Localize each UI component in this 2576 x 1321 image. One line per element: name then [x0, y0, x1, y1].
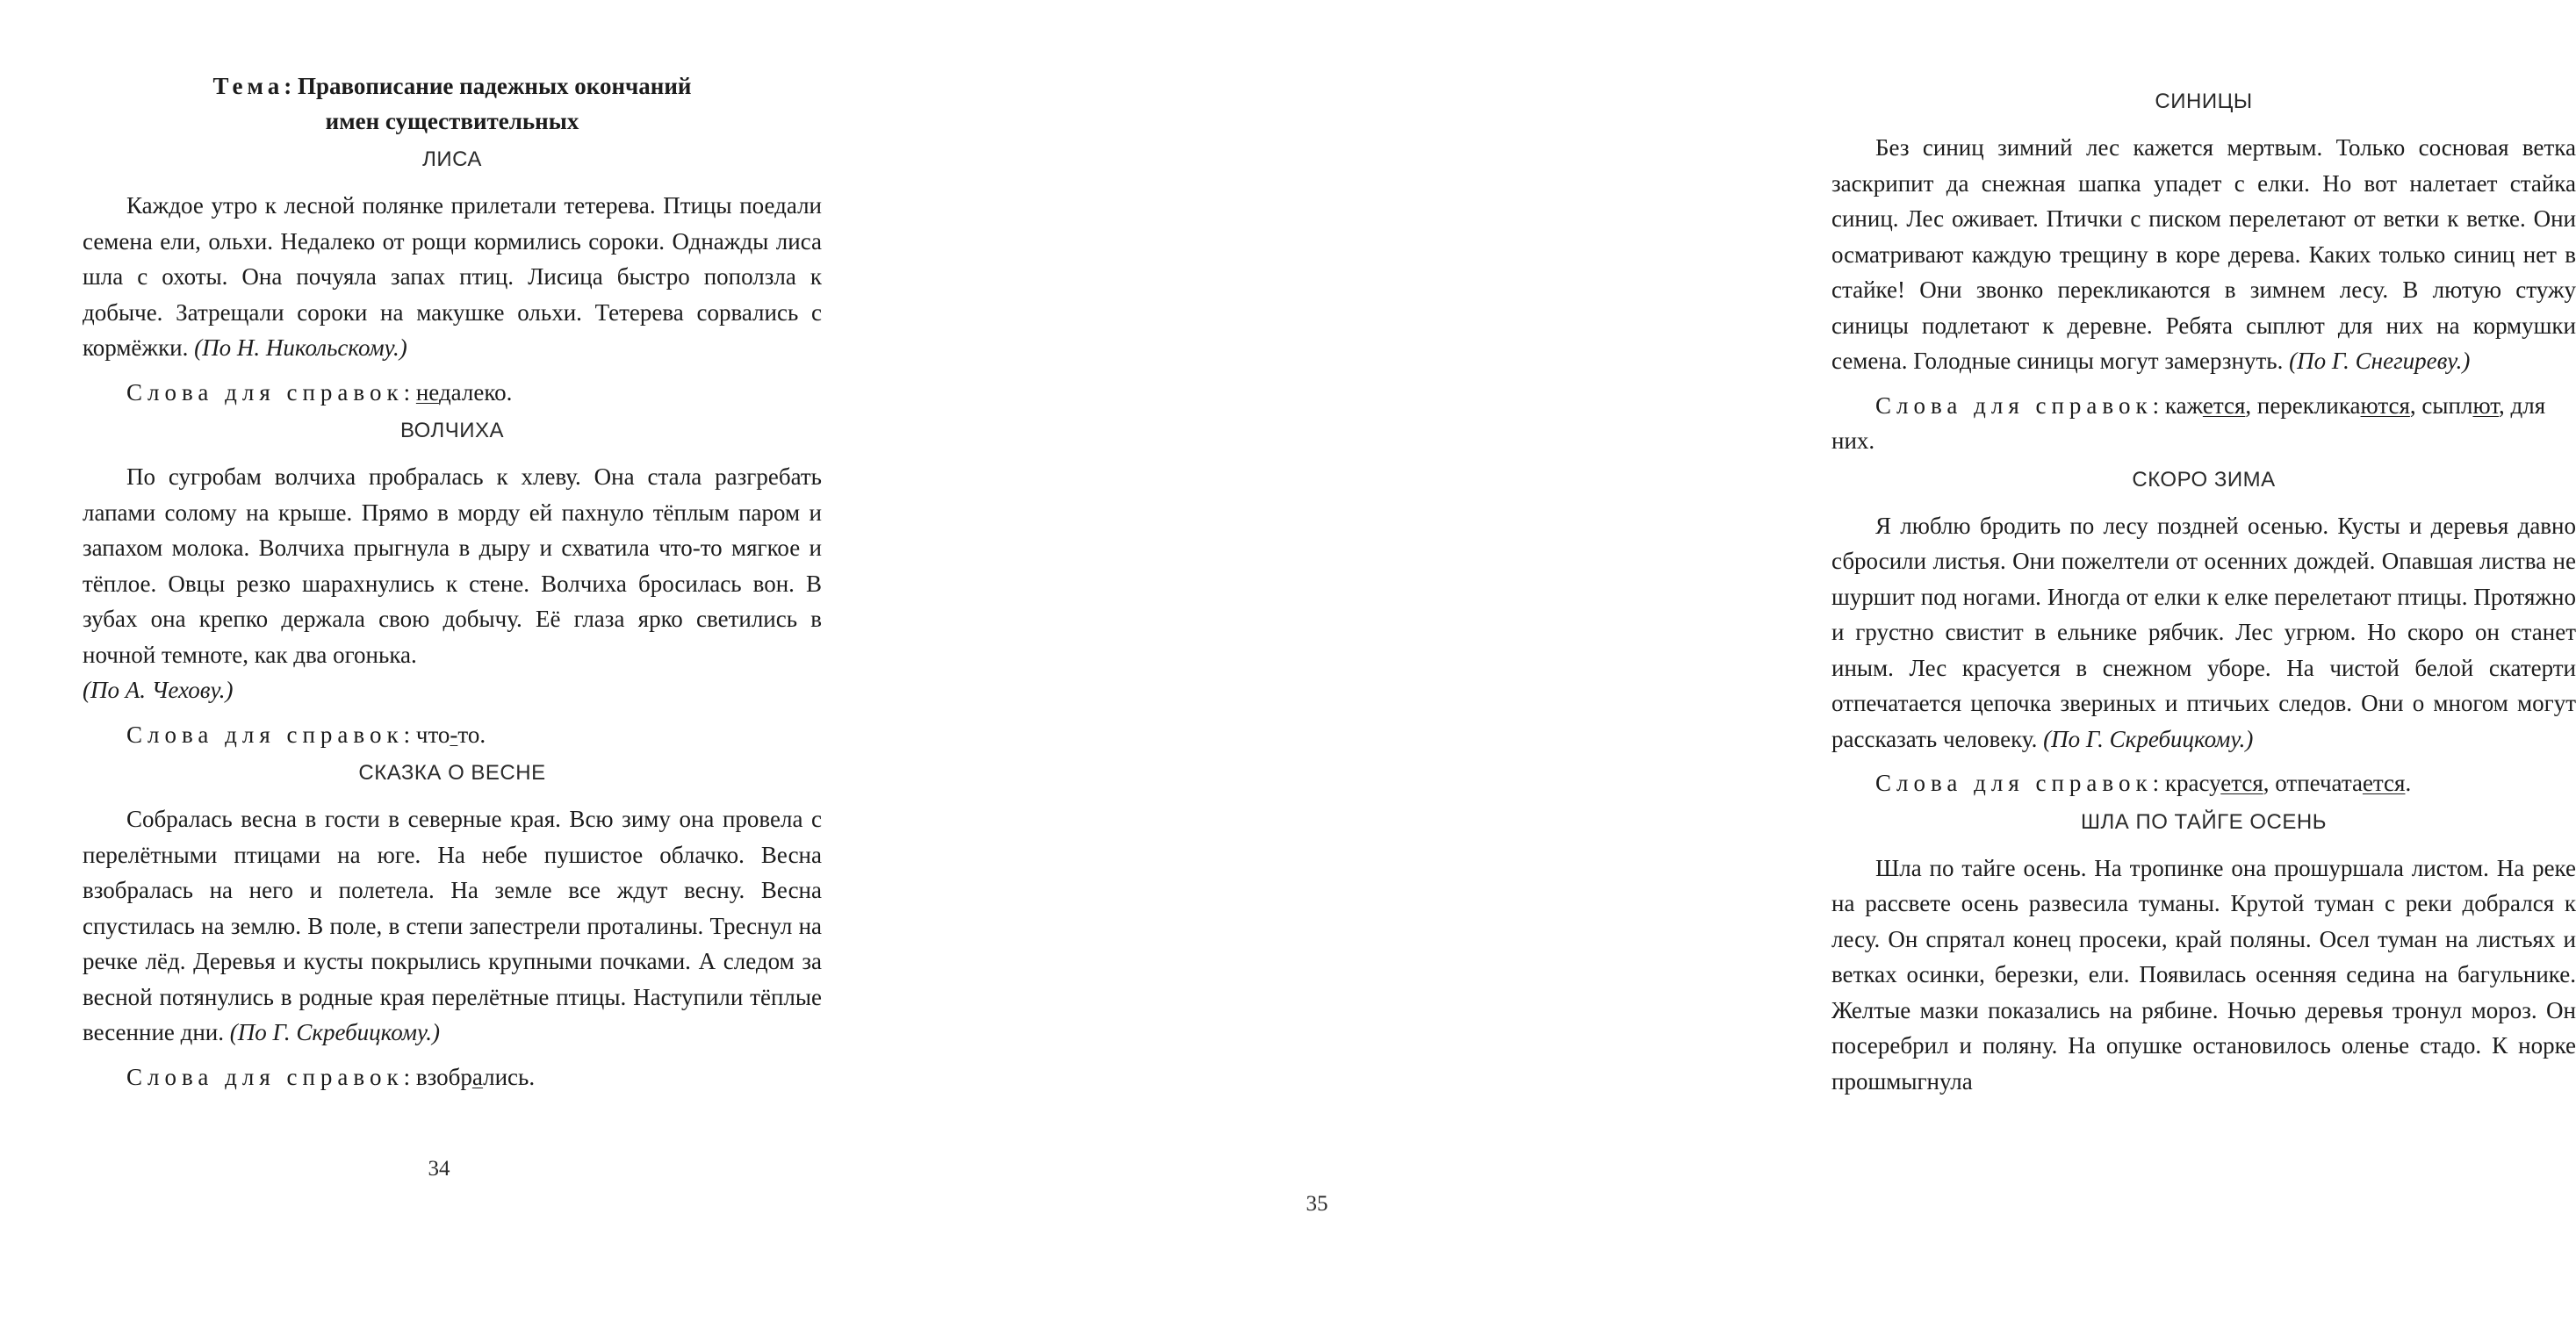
story-text-sinitsy [1831, 130, 2576, 379]
reference-part: лись. [483, 1063, 536, 1090]
story-body: По сугробам волчиха пробралась к хлеву. Она стала разгребать лапами солому на крыше. Прямо в морду ей пахнуло тёплым паром и запахом молока. Волчиха прыгнула в дыру и схватила что-то мягкое и тёплое. Овцы резко шарахнулись к стене. Волчиха бросилась вон. В зубах она крепко держала свою добычу. Её глаза ярко светились в ночной темноте, как два огонька. [83, 463, 822, 668]
reference-label: Слова для справок [1875, 770, 2153, 796]
story-text-volchikha [83, 459, 822, 708]
story-body: Я люблю бродить по лесу поздней осенью. Кусты и деревья давно сбросили листья. Они пожелтели от осенних дождей. Опавшая листва не шуршит под ногами. Иногда от елки к елке перелетают птицы. Протяжно и грустно свистит в ельнике рябчик. Лес угрюм. Но скоро он станет иным. Лес красуется в снежном уборе. На чистой белой скатерти отпечатается цепочка звериных и птичьих следов. Они о многом могут рассказать человеку. [1831, 512, 2576, 752]
story-title-sinitsy: СИНИЦЫ [2155, 90, 2253, 113]
reference-words-sinitsy [1831, 388, 2576, 459]
reference-part [410, 379, 416, 406]
reference-words-skoro-zima [1831, 765, 2576, 801]
reference-underlined: не [415, 378, 439, 406]
reference-part: , сыпл [2409, 391, 2473, 419]
reference-sep: : [403, 1063, 411, 1090]
story-text-skazka [83, 801, 822, 1051]
reference-part: . [2405, 770, 2412, 796]
reference-underlined: ется [2202, 391, 2246, 419]
reference-part: , отпечата [2263, 770, 2363, 796]
reference-label: Слова для справок [126, 1063, 404, 1090]
reference-underlined: ется [2220, 770, 2263, 796]
story-body: Каждое утро к лесной полянке прилетали тетерева. Птицы поедали семена ели, ольхи. Недалеко от рощи кормились сороки. Однажды лиса шла с охоты. Она почуяла запах птиц. Лисица быстро поползла к добыче. Затрещали сороки на макушке ольхи. Тетерева сорвались с кормёжки. [83, 192, 822, 361]
reference-label: Слова для справок [126, 378, 404, 406]
story-body: Собралась весна в гости в северные края. Всю зиму она провела с перелётными птицами на юге. На небе пушистое облачко. Весна взобралась на него и полетела. На земле все ждут весну. Весна спустилась на землю. В поле, в степи запестрели проталины. Треснул на речке лёд. Деревья и кусты покрылись крупными почками. А следом за весной потянулись в родные края перелётные птицы. Наступили тёплые весенние дни. [83, 806, 822, 1045]
theme-colon: : [284, 73, 292, 99]
reference-part: взобр [410, 1063, 472, 1090]
reference-underlined: ют [2472, 391, 2500, 419]
reference-part: каж [2159, 391, 2203, 419]
theme-text-line1: Правописание падежных окончаний [297, 73, 692, 99]
reference-part: , для них. [1831, 391, 2546, 454]
story-author: (По Г. Снегиреву.) [2289, 348, 2471, 374]
story-title-lisa: ЛИСА [422, 147, 482, 171]
reference-label: Слова для справок [1875, 391, 2153, 419]
reference-part: что [410, 721, 450, 748]
theme-heading [83, 68, 822, 139]
reference-words-lisa [83, 375, 822, 411]
reference-part: далеко. [438, 378, 513, 406]
page-number-right: 35 [1306, 1192, 1328, 1216]
reference-label: Слова для справок [126, 721, 404, 748]
page-number-left: 34 [428, 1157, 450, 1181]
story-title-skazka: СКАЗКА О ВЕСНЕ [358, 761, 546, 785]
story-author: (По Н. Никольскому.) [194, 334, 407, 361]
story-title-shla-po-taige: ШЛА ПО ТАЙГЕ ОСЕНЬ [2081, 809, 2327, 834]
left-page [0, 0, 878, 1321]
reference-part: красу [2159, 770, 2221, 796]
right-column [1831, 81, 2576, 1099]
reference-part: то. [457, 721, 486, 748]
right-page [878, 0, 2576, 1321]
story-text-shla-po-taige: Шла по тайге осень. На тропинке она прошуршала листом. На реке на рассвете осень развесила туманы. Крутой туман с реки добрался к лесу. Он спрятал конец просеки, край поляны. Осел туман на листьях и ветках осинки, березки, ели. Появилась осенняя седина на багульнике. Желтые мазки показались на рябине. Ночью деревья тронул мороз. Он посеребрил и поляну. На опушке остановилось оленье стадо. К норке прошмыгнула [1831, 854, 2576, 1095]
theme-label: Тема [212, 73, 284, 99]
reference-underlined: а [471, 1063, 484, 1090]
story-author: (По Г. Скребицкому.) [2043, 725, 2254, 752]
reference-sep: : [403, 721, 411, 748]
story-text-lisa [83, 188, 822, 366]
story-title-volchikha: ВОЛЧИХА [399, 419, 505, 442]
reference-words-volchikha [83, 717, 822, 753]
reference-sep: : [403, 378, 411, 406]
reference-sep: : [2152, 770, 2160, 796]
reference-sep: : [2152, 391, 2160, 419]
reference-underlined: ются [2360, 391, 2410, 419]
left-column [83, 68, 822, 1100]
theme-text-line2: имен существительных [325, 108, 579, 134]
story-body: Без синиц зимний лес кажется мертвым. Только сосновая ветка заскрипит да снежная шапка упадет с елки. Но вот налетает стайка синиц. Лес оживает. Птички с писком перелетают от ветки к ветке. Они осматривают каждую трещину в коре дерева. Каких только синиц нет в стайке! Они звонко перекликаются в зимнем лесу. В лютую стужу синицы подлетают к деревне. Ребята сыплют для них на кормушки семена. Голодные синицы могут замерзнуть. [1831, 134, 2576, 374]
reference-underlined: - [450, 721, 458, 748]
story-title-skoro-zima: СКОРО ЗИМА [2132, 467, 2276, 492]
reference-underlined: ется [2362, 770, 2406, 796]
reference-part: , переклика [2245, 391, 2361, 419]
story-author: (По Г. Скребицкому.) [229, 1019, 441, 1045]
story-author: (По А. Чехову.) [83, 677, 234, 703]
reference-words-skazka [83, 1059, 822, 1095]
reference-parts [2159, 770, 2411, 796]
story-text-skoro-zima [1831, 508, 2576, 757]
